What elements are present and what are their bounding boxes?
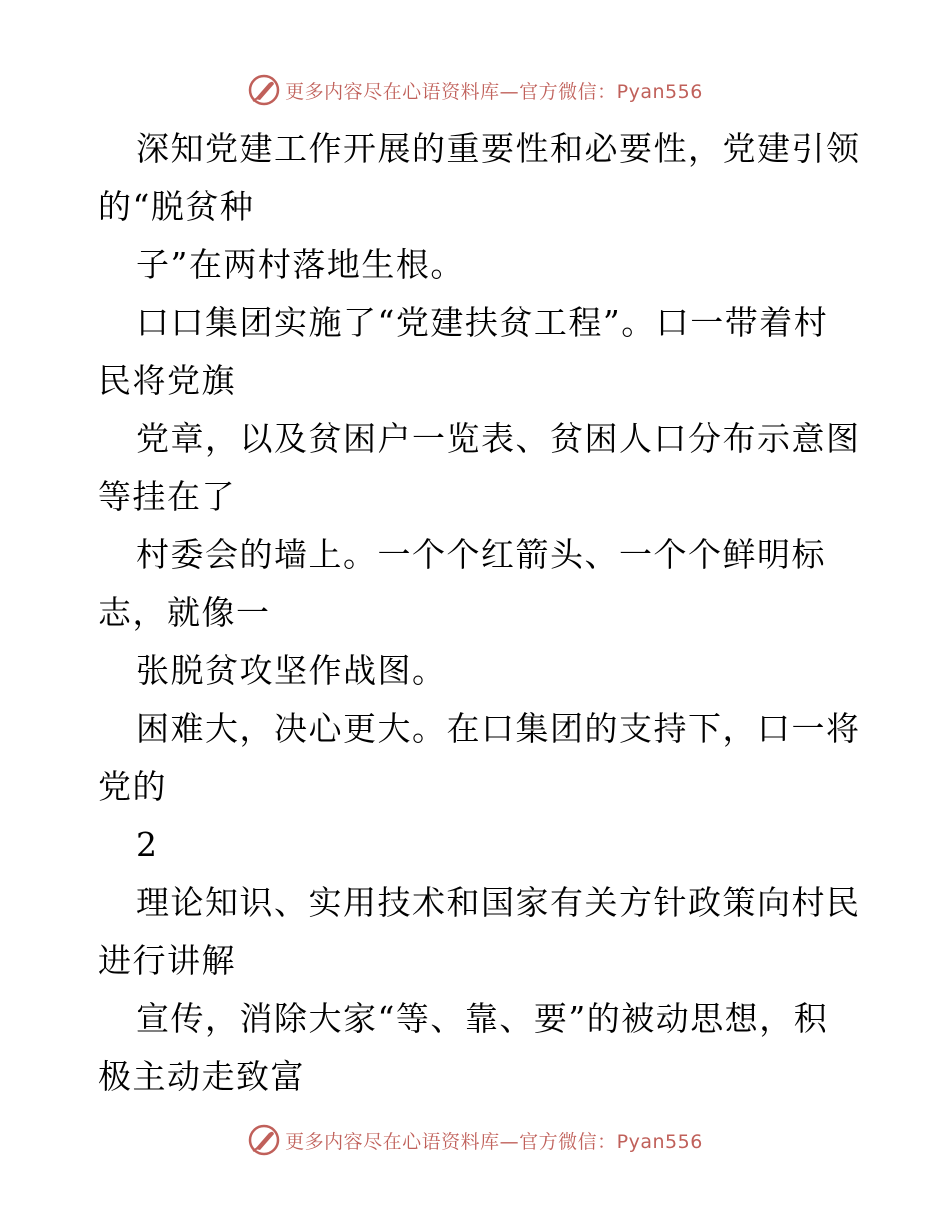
- text-line: 张脱贫攻坚作战图。: [136, 651, 447, 690]
- quill-logo-icon: [247, 1123, 281, 1157]
- header-watermark: [0, 70, 950, 110]
- text-line: 子”在两村落地生根。: [136, 245, 465, 284]
- text-line: 志，就像一: [98, 593, 271, 632]
- watermark-text: 更多内容尽在心语资料库—官方微信：Pyan556: [285, 1130, 703, 1153]
- text-line: 口口集团实施了“党建扶贫工程”。口一带着村: [136, 303, 829, 342]
- text-line: 等挂在了: [98, 477, 236, 516]
- footer-watermark: [0, 1120, 950, 1160]
- text-line: 进行讲解: [98, 941, 236, 980]
- document-body: [98, 120, 861, 1106]
- quill-logo-icon: [247, 73, 281, 107]
- text-line: 村委会的墙上。一个个红箭头、一个个鲜明标: [136, 535, 826, 574]
- text-line: 宣传，消除大家“等、靠、要”的被动思想，积: [136, 999, 829, 1038]
- text-line: 的“脱贫种: [98, 187, 255, 226]
- watermark-text: 更多内容尽在心语资料库—官方微信：Pyan556: [285, 80, 703, 103]
- text-line: 困难大，决心更大。在口集团的支持下，口一将: [136, 709, 861, 748]
- text-line: 极主动走致富: [98, 1057, 305, 1096]
- text-line: 党章，以及贫困户一览表、贫困人口分布示意图: [136, 419, 861, 458]
- text-line: 2: [136, 825, 159, 864]
- text-line: 党的: [98, 767, 167, 806]
- text-line: 理论知识、实用技术和国家有关方针政策向村民: [136, 883, 861, 922]
- text-line: 民将党旗: [98, 361, 236, 400]
- text-line: 深知党建工作开展的重要性和必要性，党建引领: [136, 129, 861, 168]
